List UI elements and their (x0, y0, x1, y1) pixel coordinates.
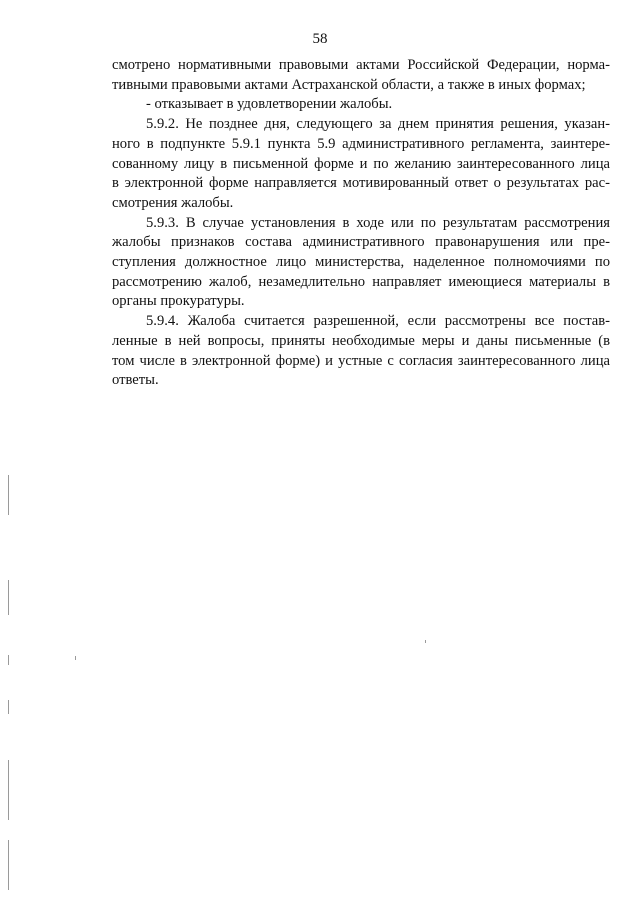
text-line: ступления должностное лицо министерства, наделенное полномочиями по (112, 254, 610, 271)
scan-artifact (8, 700, 9, 714)
text-line: рассмотрению жалоб, незамедлительно направляет имеющиеся материалы в (112, 273, 610, 290)
scan-artifact (8, 475, 9, 515)
scan-artifact (75, 656, 76, 660)
text-line: ного в подпункте 5.9.1 пункта 5.9 административного регламента, заинтере- (112, 135, 610, 152)
text-line: в электронной форме направляется мотивированный ответ о результатах рас- (112, 175, 610, 192)
text-line: 5.9.3. В случае установления в ходе или по результатам рассмотрения (146, 214, 610, 231)
scan-artifact (8, 840, 9, 890)
text-line: органы прокуратуры. (112, 293, 245, 310)
text-line: ленные в ней вопросы, приняты необходимые меры и даны письменные (в (112, 332, 610, 349)
text-line: жалобы признаков состава административного правонарушения или пре- (112, 234, 610, 251)
scan-artifact (8, 655, 9, 665)
text-line: ответы. (112, 372, 159, 389)
text-line: том числе в электронной форме) и устные с согласия заинтересованного лица (112, 352, 610, 369)
text-line: 5.9.2. Не позднее дня, следующего за днем принятия решения, указан- (146, 116, 610, 133)
scan-artifact (425, 640, 426, 643)
scan-artifact (8, 760, 9, 820)
text-line: тивными правовыми актами Астраханской области, а также в иных формах; (112, 76, 586, 93)
document-body (112, 56, 610, 391)
page-number: 58 (312, 31, 328, 47)
text-line: смотрения жалобы. (112, 194, 234, 211)
text-line: - отказывает в удовлетворении жалобы. (146, 96, 393, 113)
scan-artifact (8, 580, 9, 615)
text-line: сованному лицу в письменной форме и по желанию заинтересованного лица (112, 155, 610, 172)
text-line: смотрено нормативными правовыми актами Российской Федерации, норма- (112, 57, 610, 73)
text-line: 5.9.4. Жалоба считается разрешенной, если рассмотрены все постав- (146, 313, 610, 330)
